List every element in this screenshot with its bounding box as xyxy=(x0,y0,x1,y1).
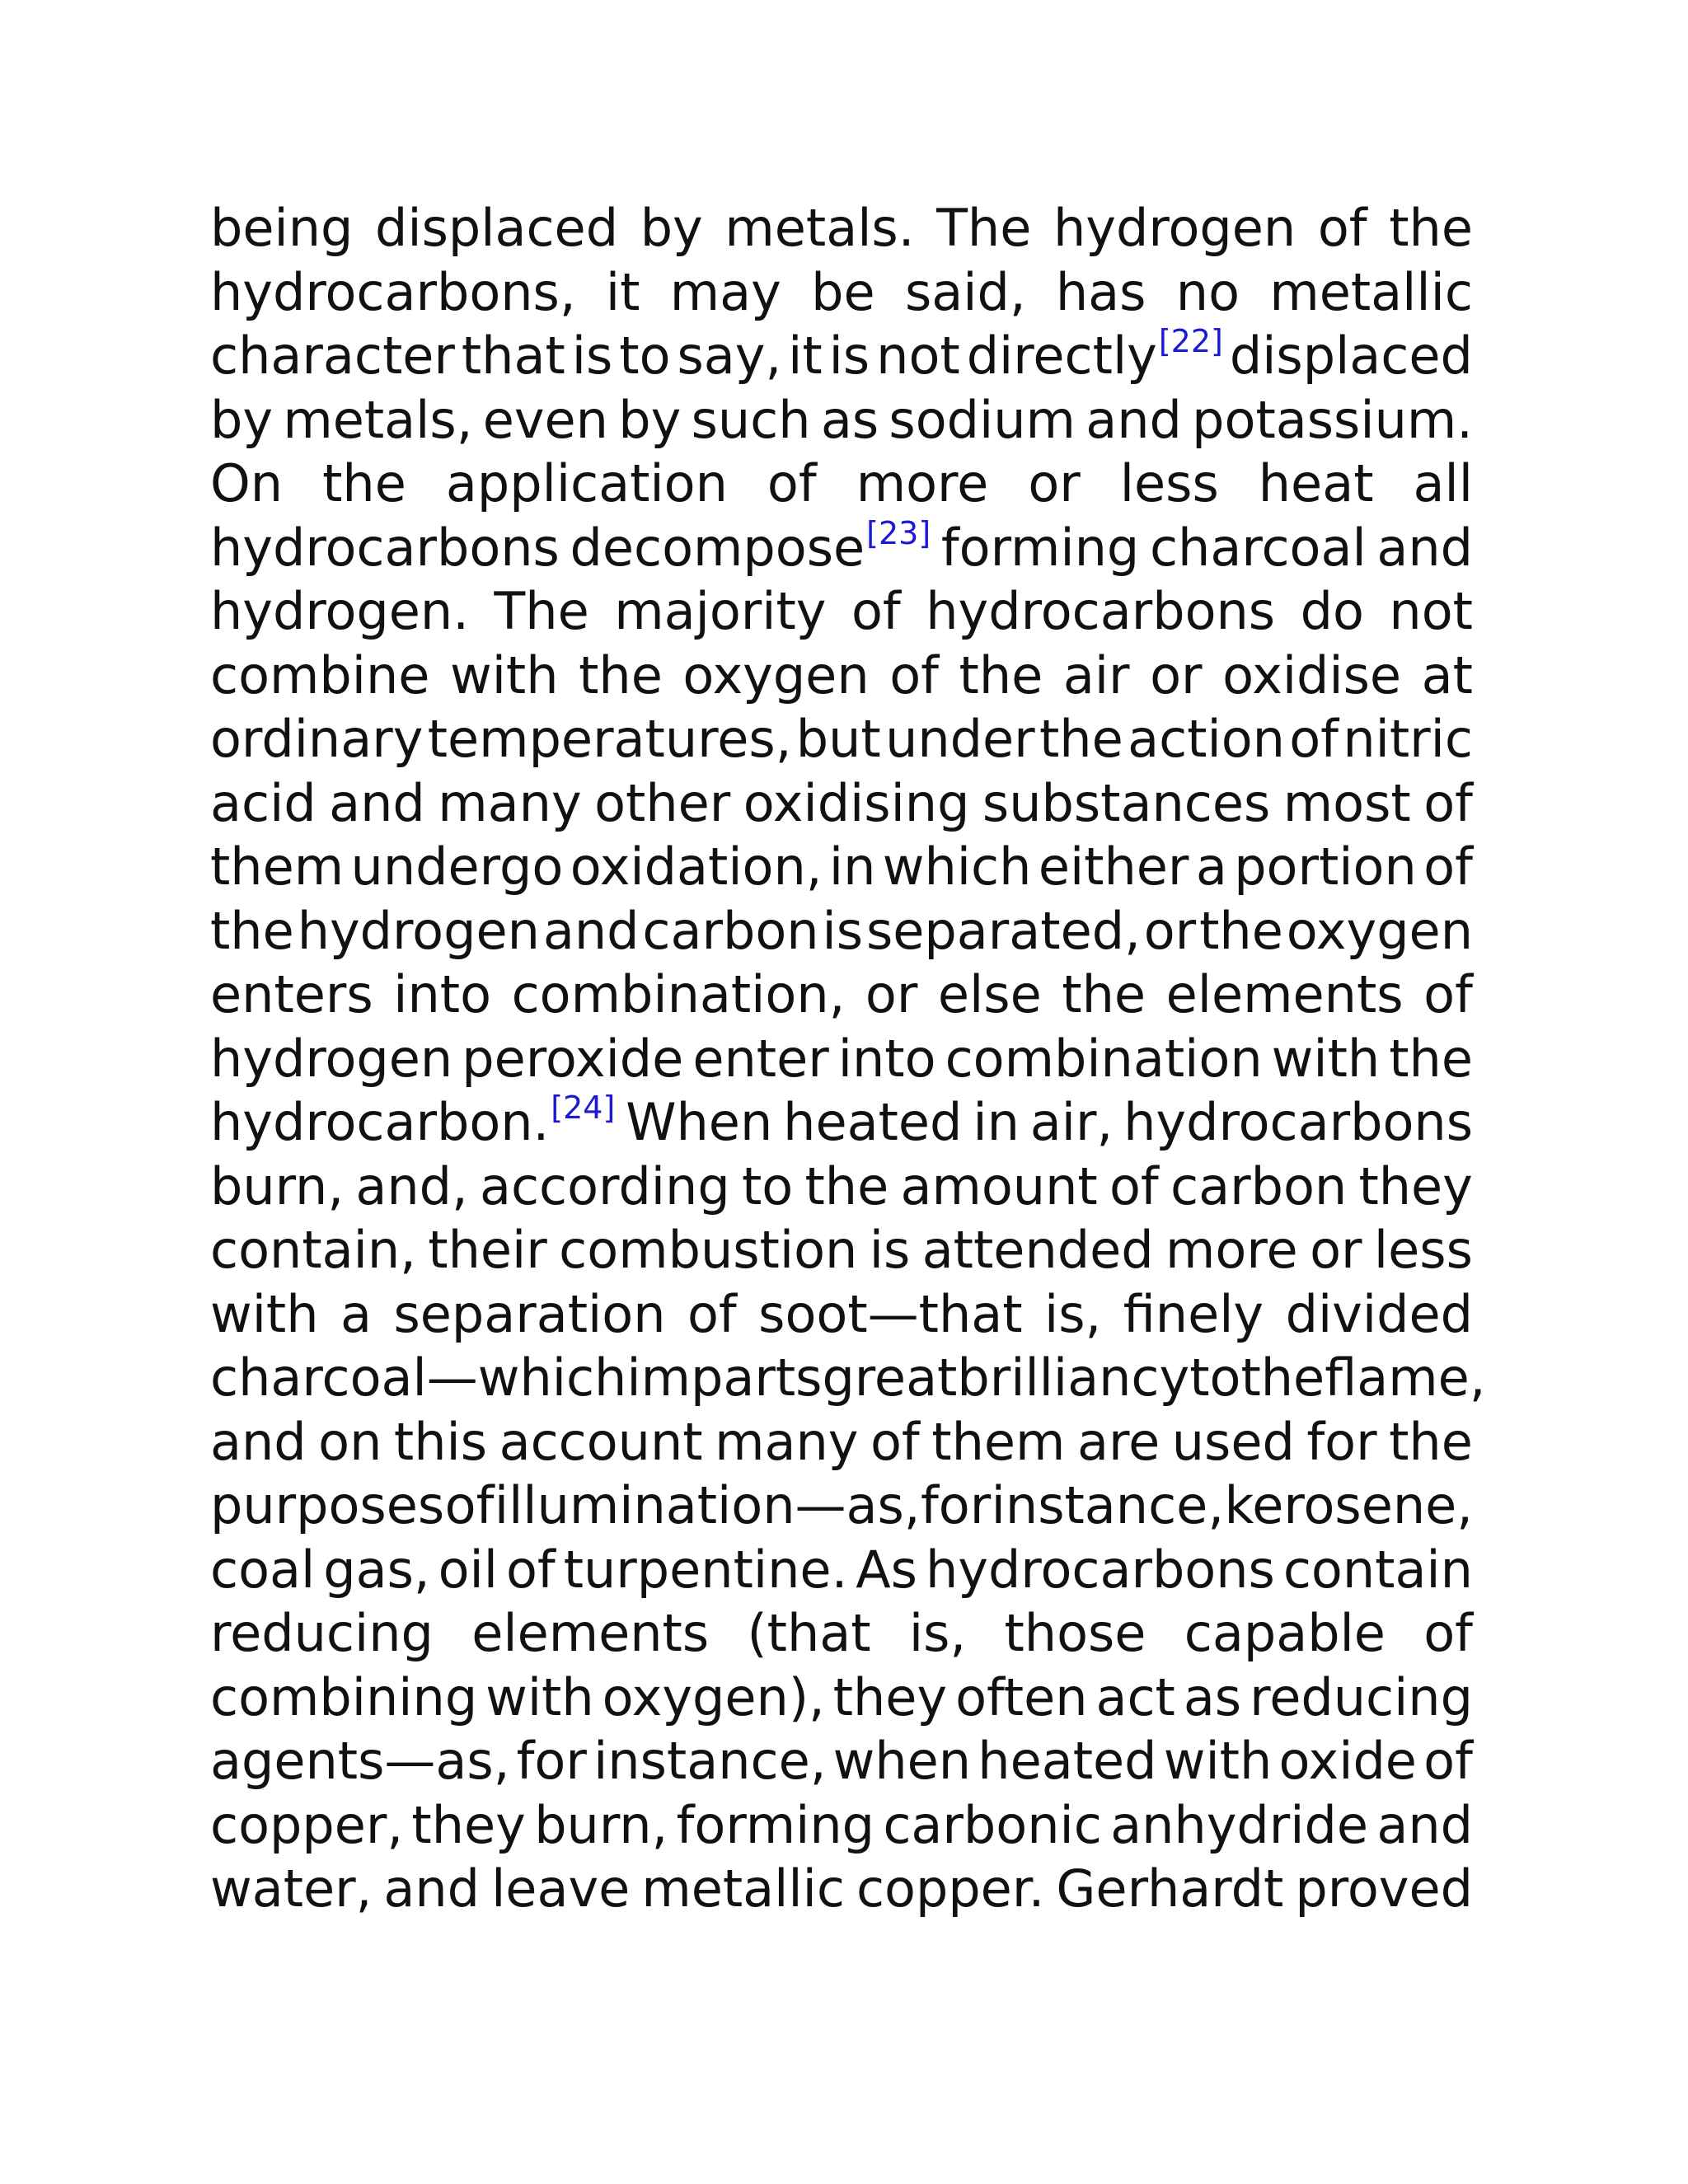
text-line xyxy=(210,516,1473,580)
word: with xyxy=(485,1666,594,1727)
word: hydrocarbons xyxy=(926,581,1276,641)
text-line xyxy=(210,1155,1473,1219)
word: kerosene, xyxy=(1224,1475,1473,1535)
word: with xyxy=(1163,1731,1273,1791)
word: The xyxy=(936,198,1032,258)
text-line xyxy=(210,1346,1486,1410)
word: no xyxy=(1175,261,1240,322)
word: metallic xyxy=(1269,261,1473,322)
word: many xyxy=(438,772,582,833)
word: they xyxy=(1358,1155,1473,1216)
word: their xyxy=(428,1220,547,1280)
word: more xyxy=(1165,1220,1298,1280)
word: of xyxy=(505,1539,556,1600)
word: used xyxy=(1171,1411,1295,1472)
footnote-link[interactable]: [22] xyxy=(1158,323,1223,359)
word: in xyxy=(973,1092,1020,1152)
word: displaced xyxy=(1229,326,1473,386)
word: gas, xyxy=(323,1539,430,1600)
word: to xyxy=(1189,1347,1241,1408)
word: finely xyxy=(1123,1283,1264,1344)
text-line xyxy=(210,1282,1473,1347)
word: sodium xyxy=(889,389,1076,450)
word: for xyxy=(1306,1411,1377,1472)
word: has xyxy=(1055,261,1146,322)
word: is, xyxy=(908,1603,967,1663)
word: not xyxy=(876,326,960,386)
word: most xyxy=(1282,772,1411,833)
word: when xyxy=(832,1731,972,1791)
text-line xyxy=(210,644,1473,708)
word: less xyxy=(1373,1220,1473,1280)
text-line xyxy=(210,1090,1473,1155)
word: account xyxy=(499,1411,703,1472)
text-line xyxy=(210,1218,1473,1282)
word: oxidising xyxy=(743,772,970,833)
word: less xyxy=(1119,453,1219,513)
word: Gerhardt xyxy=(1056,1858,1284,1919)
word: of xyxy=(1423,1731,1473,1791)
word-with-footnote xyxy=(967,324,1223,396)
word: to xyxy=(619,326,671,386)
word: with xyxy=(1271,1028,1381,1089)
word: combining xyxy=(210,1666,478,1727)
word: of xyxy=(1109,1155,1159,1216)
word: do xyxy=(1300,581,1364,641)
word: portion xyxy=(1234,837,1417,897)
word: temperatures, xyxy=(427,709,792,769)
word: hydrogen. xyxy=(210,581,469,641)
word: and, xyxy=(355,1155,468,1216)
word: reducing xyxy=(1250,1666,1473,1727)
word: hydrocarbons xyxy=(1123,1092,1473,1152)
word: often xyxy=(955,1666,1088,1727)
text-line xyxy=(210,1666,1473,1730)
word: elements xyxy=(1165,964,1404,1024)
footnote-link[interactable]: [24] xyxy=(551,1090,616,1126)
word: the xyxy=(210,900,294,961)
word: this xyxy=(393,1411,488,1472)
word: separation xyxy=(393,1283,666,1344)
word: of xyxy=(444,1475,495,1535)
word: anhydride xyxy=(1110,1794,1368,1855)
word: act xyxy=(1095,1666,1175,1727)
word: is xyxy=(571,326,613,386)
text-line xyxy=(210,835,1473,899)
word: contain, xyxy=(210,1220,416,1280)
word: or xyxy=(1150,644,1203,705)
word: copper. xyxy=(856,1858,1045,1919)
word: the xyxy=(959,644,1043,705)
word: the xyxy=(1389,1028,1473,1089)
word: carbon xyxy=(1170,1155,1348,1216)
word: ordinary xyxy=(210,709,424,769)
word: under xyxy=(885,709,1035,769)
word: either xyxy=(1038,837,1189,897)
text-line xyxy=(210,963,1473,1027)
footnote-link[interactable]: [23] xyxy=(866,514,931,551)
word: forming xyxy=(676,1794,875,1855)
word: imparts xyxy=(626,1347,823,1408)
word: air, xyxy=(1029,1092,1114,1152)
word: illumination—as, xyxy=(494,1475,921,1535)
word: a xyxy=(1195,837,1227,897)
word: peroxide xyxy=(462,1028,684,1089)
word: heat xyxy=(1258,453,1374,513)
word: oxidation, xyxy=(570,837,823,897)
word: the xyxy=(322,453,406,513)
word: air xyxy=(1062,644,1130,705)
word: of xyxy=(1289,709,1339,769)
word: hydrogen xyxy=(1053,198,1296,258)
word: and xyxy=(542,900,640,961)
word: and xyxy=(1376,1794,1473,1855)
word: and xyxy=(1376,517,1473,578)
word: of xyxy=(889,644,939,705)
word: reducing xyxy=(210,1603,434,1663)
text-line xyxy=(210,1857,1473,1921)
text-line xyxy=(210,1027,1473,1091)
word: turpentine. xyxy=(563,1539,848,1600)
word: the xyxy=(579,644,663,705)
word: are xyxy=(1076,1411,1160,1472)
word-with-footnote xyxy=(570,516,931,588)
word: coal xyxy=(210,1539,316,1600)
word: they xyxy=(832,1666,948,1727)
word: combination xyxy=(945,1028,1263,1089)
word: other xyxy=(594,772,731,833)
word: and xyxy=(210,1411,307,1472)
word: with xyxy=(450,644,559,705)
word: say, xyxy=(677,326,782,386)
word: them xyxy=(931,1411,1066,1472)
text-line xyxy=(210,196,1473,260)
word: and xyxy=(1085,389,1182,450)
word: as xyxy=(1183,1666,1242,1727)
word: oxide xyxy=(1278,1731,1417,1791)
word: leave xyxy=(491,1858,631,1919)
word: such xyxy=(691,389,811,450)
word: or xyxy=(865,964,918,1024)
word: great xyxy=(822,1347,958,1408)
word: of xyxy=(870,1411,920,1472)
word: substances xyxy=(982,772,1271,833)
word: on xyxy=(318,1411,382,1472)
word: oxygen xyxy=(1286,900,1473,961)
word: by xyxy=(640,198,703,258)
word: combustion xyxy=(559,1220,858,1280)
word: but xyxy=(795,709,881,769)
text-line xyxy=(210,707,1473,771)
word: according xyxy=(479,1155,730,1216)
word: the xyxy=(1389,1411,1473,1472)
word: many xyxy=(715,1411,859,1472)
word: and xyxy=(383,1858,481,1919)
word: hydrogen xyxy=(210,1028,453,1089)
word: metallic xyxy=(641,1858,845,1919)
word: elements xyxy=(471,1603,710,1663)
word: potassium. xyxy=(1192,389,1473,450)
word: acid xyxy=(210,772,316,833)
word: instance, xyxy=(991,1475,1225,1535)
text-line xyxy=(210,388,1473,452)
word: nitric xyxy=(1343,709,1473,769)
text-line xyxy=(210,1793,1473,1858)
word: burn, xyxy=(210,1155,345,1216)
text-line xyxy=(210,1410,1473,1474)
word: which xyxy=(882,837,1032,897)
word: brilliancy xyxy=(957,1347,1190,1408)
word: that xyxy=(461,326,565,386)
word: copper, xyxy=(210,1794,404,1855)
text-line xyxy=(210,324,1473,388)
word: all xyxy=(1413,453,1473,513)
word: enters xyxy=(210,964,373,1024)
word: directly xyxy=(966,326,1157,386)
word: The xyxy=(494,581,589,641)
word: majority xyxy=(614,581,827,641)
word: hydrocarbons xyxy=(925,1539,1275,1600)
word: it xyxy=(605,261,640,322)
word: of xyxy=(1317,198,1367,258)
word: of xyxy=(687,1283,737,1344)
document-page xyxy=(210,196,1486,1921)
text-line xyxy=(210,1729,1473,1793)
word: heated xyxy=(783,1092,963,1152)
word: divided xyxy=(1285,1283,1473,1344)
word: those xyxy=(1004,1603,1146,1663)
word: carbon xyxy=(642,900,819,961)
word: may xyxy=(669,261,781,322)
word: the xyxy=(1039,709,1123,769)
word: or xyxy=(1143,900,1197,961)
word: displaced xyxy=(375,198,619,258)
word: and xyxy=(329,772,425,833)
word: or xyxy=(1028,453,1081,513)
word: combination, xyxy=(511,964,846,1024)
word: attended xyxy=(921,1220,1154,1280)
word: metals, xyxy=(283,389,473,450)
word: combine xyxy=(210,644,430,705)
word: the xyxy=(1199,900,1283,961)
word: burn, xyxy=(534,1794,668,1855)
word: a xyxy=(340,1283,372,1344)
word: by xyxy=(618,389,682,450)
word: flame, xyxy=(1325,1347,1486,1408)
word: them xyxy=(210,837,345,897)
word: soot—that xyxy=(758,1283,1023,1344)
text-line xyxy=(210,260,1473,325)
word: else xyxy=(937,964,1042,1024)
word: they xyxy=(411,1794,526,1855)
word: in xyxy=(828,837,876,897)
word: even xyxy=(482,389,608,450)
word: application xyxy=(445,453,728,513)
word: oxygen), xyxy=(602,1666,825,1727)
word: As xyxy=(856,1539,917,1600)
word: charcoal—which xyxy=(210,1347,627,1408)
word: character xyxy=(210,326,455,386)
word: undergo xyxy=(350,837,564,897)
word: metals. xyxy=(724,198,915,258)
word: forming xyxy=(940,517,1140,578)
word: When xyxy=(626,1092,773,1152)
word: more xyxy=(856,453,989,513)
word: is xyxy=(828,326,870,386)
word: water, xyxy=(210,1858,373,1919)
word: On xyxy=(210,453,284,513)
word: the xyxy=(1062,964,1146,1024)
word: it xyxy=(788,326,823,386)
word: amount xyxy=(900,1155,1098,1216)
word: being xyxy=(210,198,354,258)
word: as xyxy=(820,389,879,450)
word: hydrocarbons xyxy=(210,517,560,578)
word: separated, xyxy=(865,900,1141,961)
word: of xyxy=(851,581,901,641)
word: hydrocarbon. xyxy=(210,1092,550,1152)
text-line xyxy=(210,1601,1473,1666)
word: of xyxy=(1423,964,1473,1024)
word: hydrocarbons, xyxy=(210,261,576,322)
word: of xyxy=(767,453,817,513)
word: agents—as, xyxy=(210,1731,510,1791)
word: by xyxy=(210,389,274,450)
word: is xyxy=(822,900,864,961)
word: charcoal xyxy=(1149,517,1367,578)
text-line xyxy=(210,1474,1473,1538)
text-line xyxy=(210,899,1473,963)
word: proved xyxy=(1295,1858,1473,1919)
word: capable xyxy=(1184,1603,1386,1663)
word: with xyxy=(210,1283,319,1344)
word: action xyxy=(1128,709,1285,769)
word: or xyxy=(1310,1220,1362,1280)
word: decompose xyxy=(570,517,865,578)
word: into xyxy=(393,964,492,1024)
text-line xyxy=(210,1538,1473,1602)
word: the xyxy=(1240,1347,1325,1408)
word: not xyxy=(1389,581,1473,641)
word: at xyxy=(1421,644,1473,705)
word: the xyxy=(1389,198,1473,258)
word: said, xyxy=(904,261,1026,322)
word: of xyxy=(1423,837,1473,897)
word: instance, xyxy=(593,1731,827,1791)
text-line xyxy=(210,579,1473,644)
word: enter xyxy=(692,1028,829,1089)
word: carbonic xyxy=(883,1794,1102,1855)
word: oil xyxy=(438,1539,498,1600)
word: oxygen xyxy=(682,644,870,705)
word: the xyxy=(804,1155,889,1216)
word: to xyxy=(741,1155,794,1216)
text-line xyxy=(210,452,1473,516)
word: be xyxy=(811,261,875,322)
word: hydrogen xyxy=(297,900,540,961)
word-with-footnote xyxy=(210,1090,615,1162)
word: for xyxy=(920,1475,992,1535)
word: contain xyxy=(1282,1539,1473,1600)
word: of xyxy=(1423,1603,1473,1663)
word: (that xyxy=(747,1603,871,1663)
word: of xyxy=(1423,772,1473,833)
word: is xyxy=(869,1220,911,1280)
word: oxidise xyxy=(1222,644,1402,705)
word: for xyxy=(516,1731,587,1791)
word: into xyxy=(837,1028,936,1089)
word: purposes xyxy=(210,1475,445,1535)
word: heated xyxy=(978,1731,1157,1791)
text-line xyxy=(210,771,1473,836)
word: is, xyxy=(1044,1283,1102,1344)
body-paragraph xyxy=(210,196,1486,1921)
